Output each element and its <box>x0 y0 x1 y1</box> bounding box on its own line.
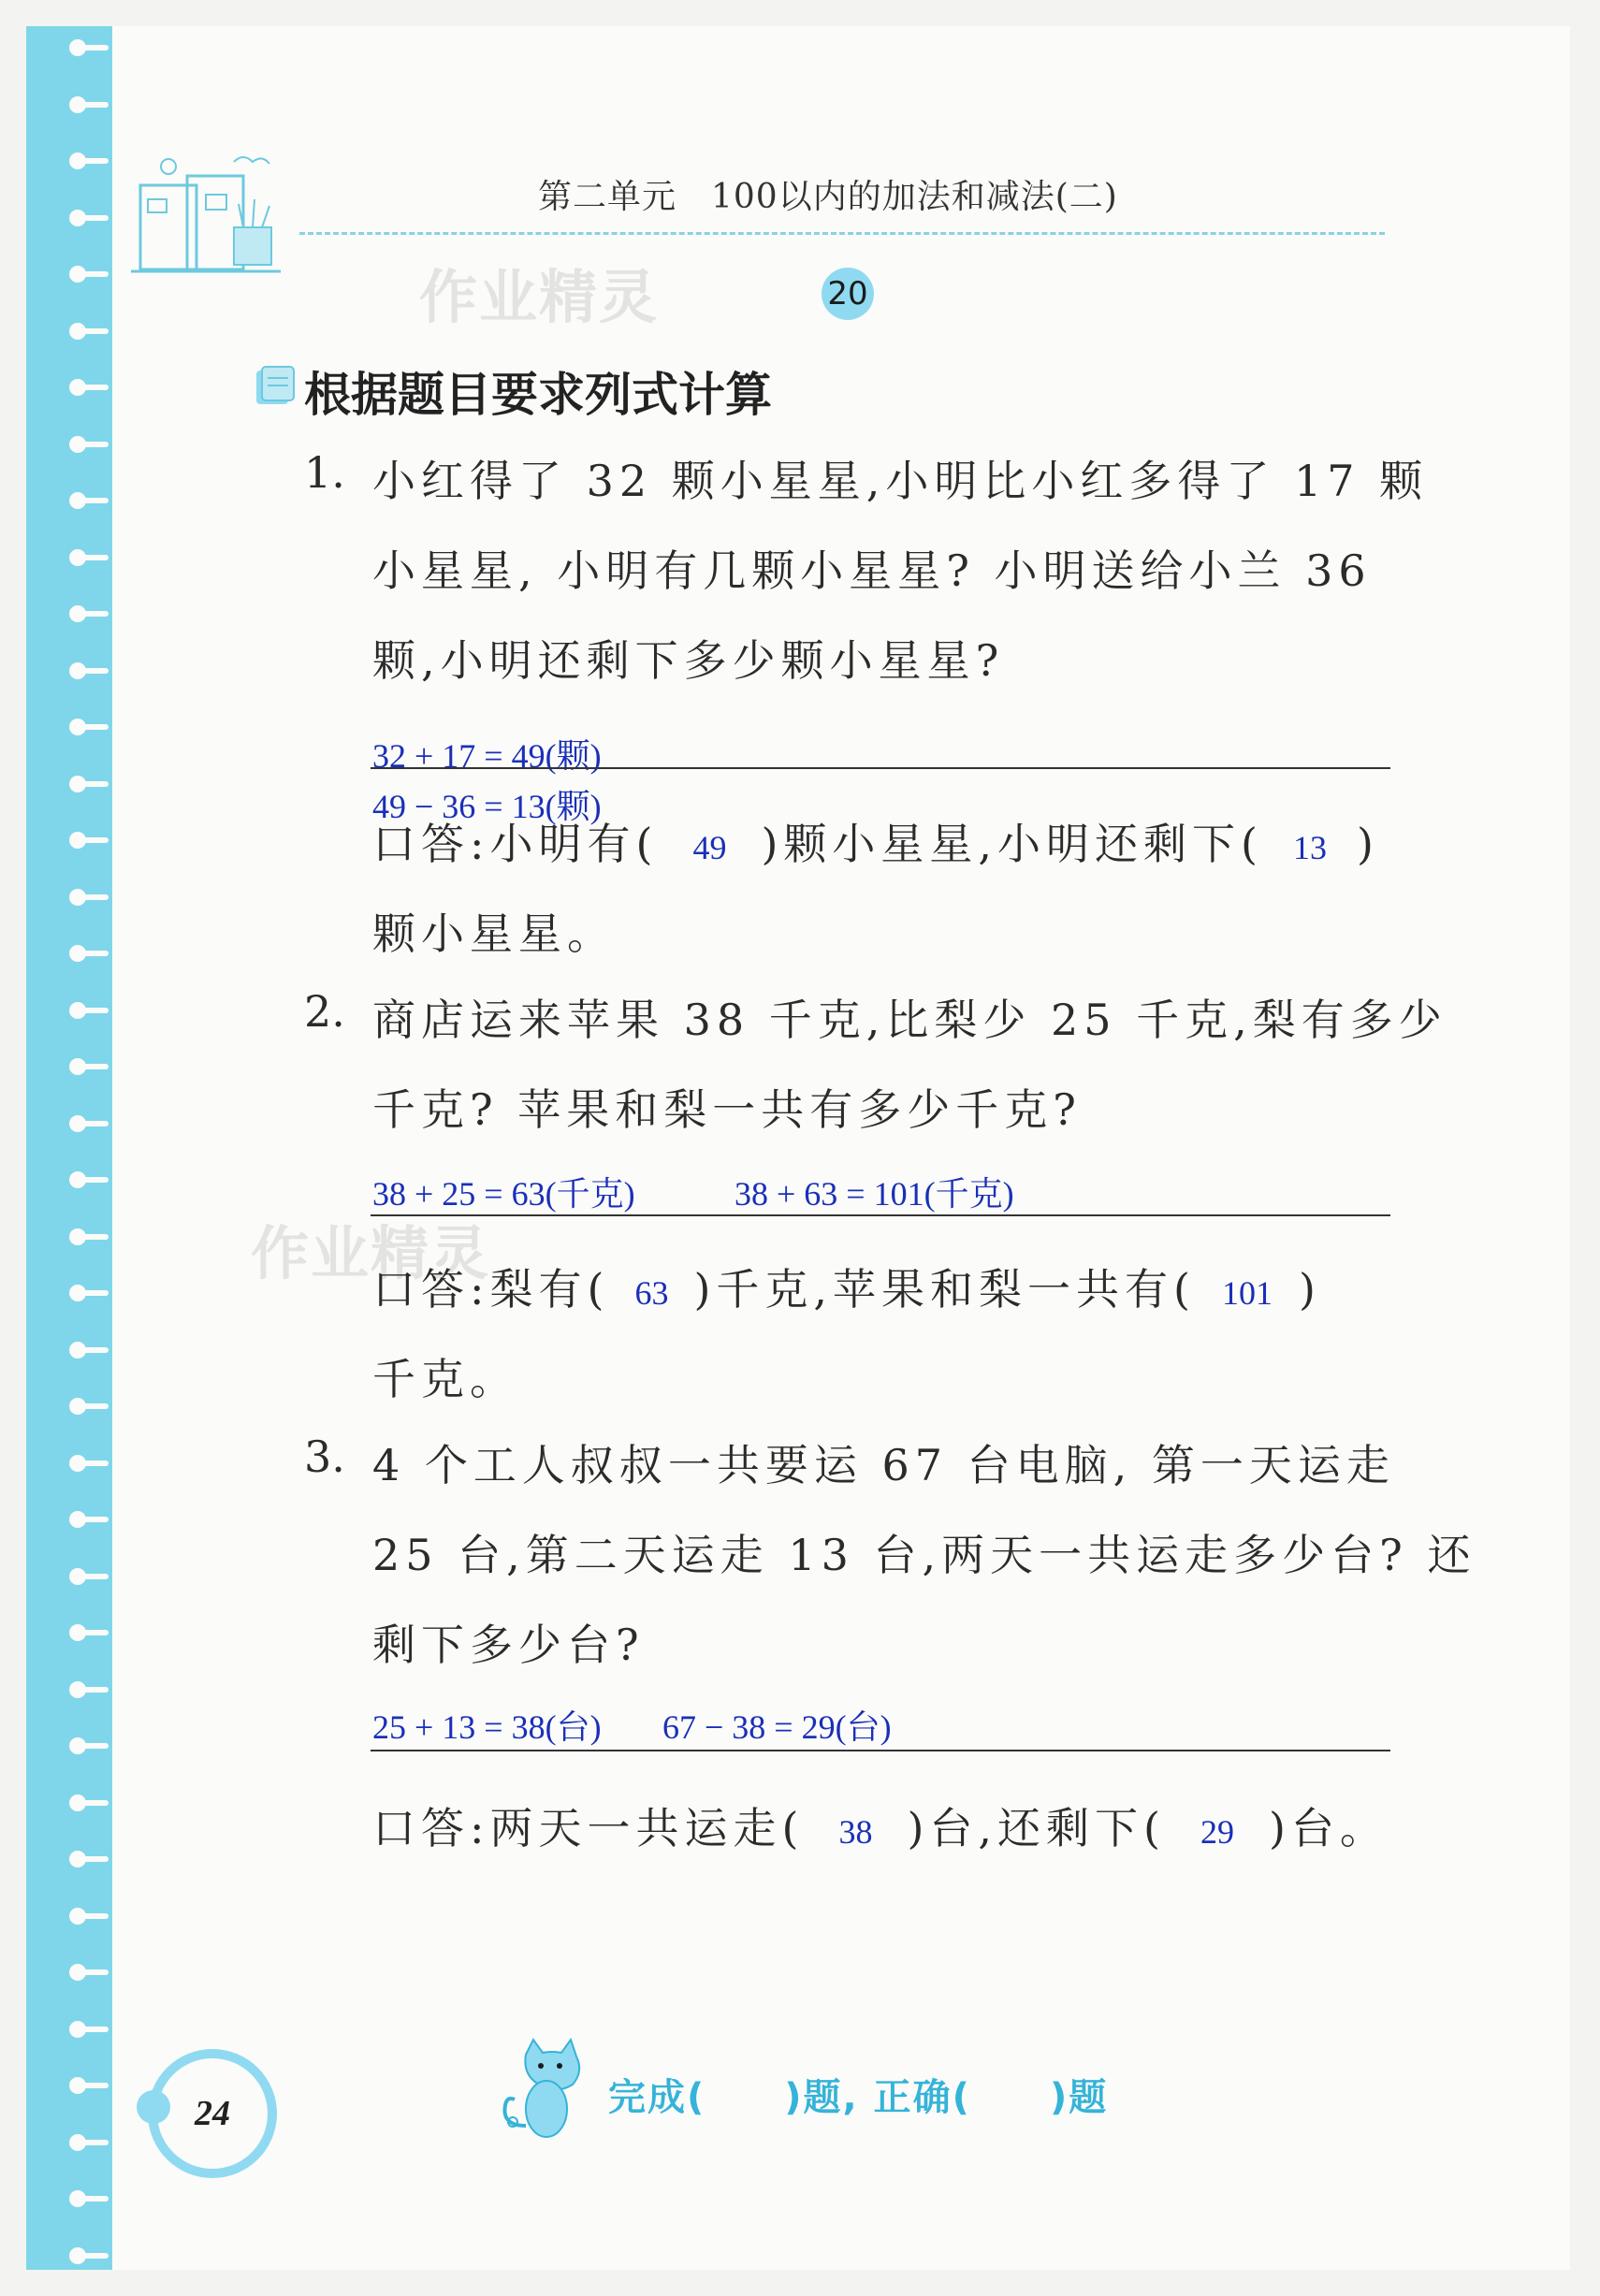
binding-ring <box>69 774 107 794</box>
pencil-note-icon <box>253 363 298 408</box>
section-title: 根据题目要求列式计算 <box>304 368 772 422</box>
binding-ring <box>69 434 107 455</box>
binding-ring <box>69 1227 107 1247</box>
binding-ring <box>69 1906 107 1926</box>
binding-ring <box>69 2019 107 2040</box>
binding-ring <box>69 1566 107 1587</box>
binding-ring <box>69 1283 107 1303</box>
binding-ring <box>69 2245 107 2266</box>
binding-ring <box>69 1622 107 1643</box>
binding-ring <box>69 1962 107 1983</box>
problem-2-line-1: 商店运来苹果 38 千克,比梨少 25 千克,梨有多少 <box>372 995 1447 1045</box>
answer-line <box>371 1750 1390 1751</box>
problem-2-work-line-2: 38 + 63 = 101(千克) <box>735 1175 1014 1213</box>
problem-3-line-3: 剩下多少台? <box>372 1620 645 1670</box>
problem-3-work-line-1: 25 + 13 = 38(台) <box>372 1708 602 1746</box>
problem-3-work-line-2: 67 − 38 = 29(台) <box>662 1708 892 1746</box>
problem-1-answer <box>372 810 1379 872</box>
binding-ring <box>69 830 107 850</box>
binding-ring <box>69 1736 107 1756</box>
binding-ring <box>69 1000 107 1021</box>
problem-3-line-2: 25 台,第二天运走 13 台,两天一共运走多少台? 还 <box>372 1530 1476 1580</box>
unit-title: 第二单元 100以内的加法和减法(二) <box>538 178 1118 216</box>
problem-2-answer-tail: 千克。 <box>372 1354 518 1404</box>
binding-ring <box>69 661 107 681</box>
binding-ring <box>69 603 107 624</box>
binding-ring <box>69 887 107 908</box>
problem-3-number: 3. <box>304 1431 345 1482</box>
problem-1-line-2: 小星星, 小明有几颗小星星? 小明送给小兰 36 <box>372 545 1372 596</box>
binding-ring <box>69 1453 107 1474</box>
problem-1-line-1: 小红得了 32 颗小星星,小明比小红多得了 17 颗 <box>372 456 1429 506</box>
binding-ring <box>69 1340 107 1360</box>
problem-1-answer-tail: 颗小星星。 <box>372 908 616 959</box>
problem-1-line-3: 颗,小明还剩下多少颗小星星? <box>372 635 1005 686</box>
binding-ring <box>69 1113 107 1134</box>
problem-2-work-line-1: 38 + 25 = 63(千克) <box>372 1175 635 1213</box>
answer-middle: )颗小星星,小明还剩下( <box>761 819 1263 869</box>
binding-ring <box>69 1056 107 1077</box>
problem-1-work-line-2: 49 − 36 = 13(颗) <box>372 788 602 825</box>
problem-2-line-2: 千克? 苹果和梨一共有多少千克? <box>372 1084 1082 1135</box>
binding-ring <box>69 264 107 284</box>
notebook-binding <box>26 26 112 2270</box>
binding-ring <box>69 1170 107 1190</box>
header-divider <box>299 232 1385 235</box>
binding-ring <box>69 1509 107 1530</box>
binding-ring <box>69 1793 107 1813</box>
binding-ring <box>69 1849 107 1869</box>
binding-ring <box>69 717 107 737</box>
binding-ring <box>69 490 107 511</box>
binding-ring <box>69 208 107 228</box>
answer-blank-2[interactable]: 13 <box>1292 829 1327 866</box>
binding-ring <box>69 321 107 341</box>
binding-ring <box>69 2132 107 2153</box>
page-number-badge <box>148 2049 277 2178</box>
problem-1-number: 1. <box>304 447 345 498</box>
binding-ring <box>69 547 107 568</box>
exercise-number-badge: 20 <box>822 268 874 320</box>
answer-suffix: ) <box>1356 819 1379 869</box>
problem-2-answer <box>372 1256 1321 1317</box>
binding-ring <box>69 2075 107 2096</box>
binding-ring <box>69 2188 107 2209</box>
binding-ring <box>69 37 107 58</box>
answer-line <box>371 1214 1390 1216</box>
answer-blank-2[interactable]: 101 <box>1221 1274 1273 1312</box>
binding-ring <box>69 943 107 964</box>
problem-1-work-line-1: 32 + 17 = 49(颗) <box>372 737 602 775</box>
answer-prefix: 口答:小明有( <box>372 819 659 869</box>
classroom-illustration-icon <box>131 148 281 288</box>
binding-ring <box>69 94 107 115</box>
answer-middle: )千克,苹果和梨一共有( <box>693 1264 1196 1315</box>
answer-blank-1[interactable]: 63 <box>634 1274 669 1312</box>
binding-ring <box>69 1396 107 1417</box>
answer-blank-2[interactable]: 29 <box>1200 1813 1234 1851</box>
answer-blank-1[interactable]: 49 <box>692 829 727 866</box>
problem-2-number: 2. <box>304 986 345 1037</box>
watermark: 作业精灵 <box>419 263 660 331</box>
problem-3-answer <box>372 1795 1389 1856</box>
answer-line <box>371 767 1390 769</box>
progress-tally: 完成( )题, 正确( )题 <box>608 2076 1109 2119</box>
answer-suffix: )台。 <box>1268 1803 1389 1853</box>
cat-icon <box>498 2036 591 2148</box>
answer-middle: )台,还剩下( <box>907 1803 1166 1853</box>
watermark: 作业精灵 <box>251 1219 491 1287</box>
answer-blank-1[interactable]: 38 <box>838 1813 873 1851</box>
problem-3-line-1: 4 个工人叔叔一共要运 67 台电脑, 第一天运走 <box>372 1440 1395 1490</box>
answer-prefix: 口答:梨有( <box>372 1264 610 1315</box>
binding-ring <box>69 1679 107 1700</box>
answer-suffix: ) <box>1298 1264 1321 1315</box>
binding-ring <box>69 151 107 171</box>
answer-prefix: 口答:两天一共运走( <box>372 1803 805 1853</box>
binding-ring <box>69 377 107 398</box>
page-number: 24 <box>195 2094 230 2133</box>
